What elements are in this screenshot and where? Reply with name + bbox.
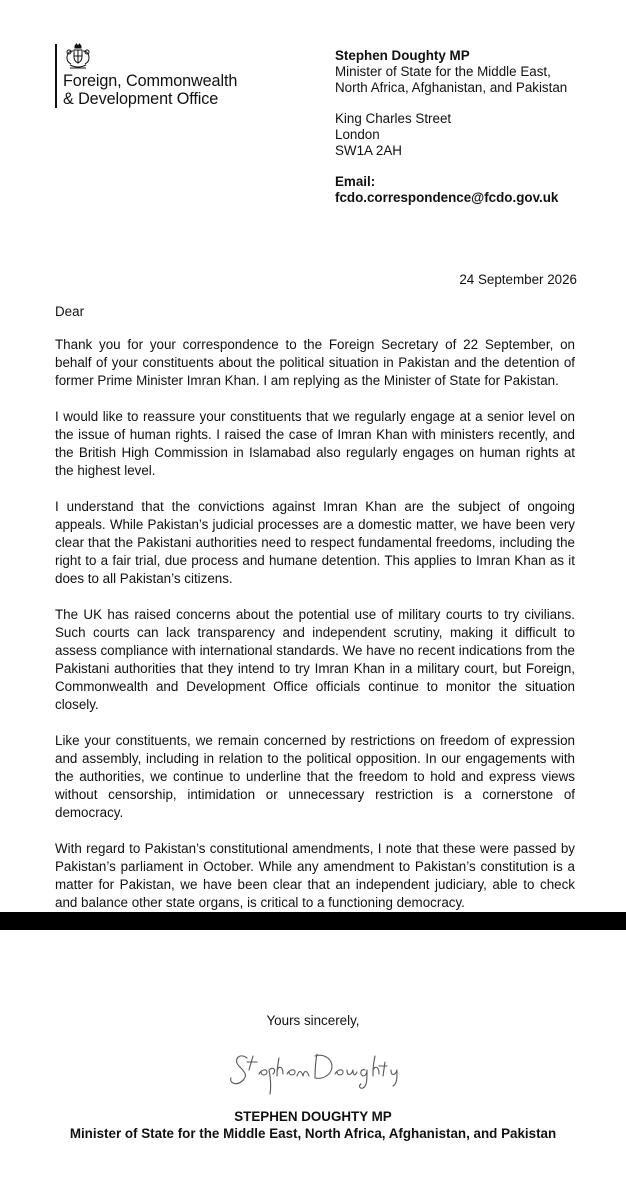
body-paragraph: With regard to Pakistan’s constitutional amendments, I note that these were passed by Pakistan’s parliament in October. While any amendment to Pakistan’s constitution is a matter for Pakistan, we have been clear that an independent judiciary, able to check and balance other state organs, is critical to a functioning democracy. xyxy=(55,841,575,910)
email-address: fcdo.correspondence@fcdo.gov.uk xyxy=(335,190,559,205)
org-name-line-2: & Development Office xyxy=(63,90,219,108)
page-divider-bar xyxy=(0,912,626,930)
org-name-line-1: Foreign, Commonwealth xyxy=(63,72,238,90)
sender-title-line-1: Minister of State for the Middle East, xyxy=(335,64,551,79)
address-line-3: SW1A 2AH xyxy=(335,143,402,158)
body-paragraph: Thank you for your correspondence to the Foreign Secretary of 22 September, on behalf of your constituents about the political situation in Pakistan and the detention of former Prime Minister Imran Khan. I am replying as the Minister of State for Pakistan. xyxy=(55,337,575,388)
handwritten-signature xyxy=(225,1040,405,1100)
sender-name: Stephen Doughty MP xyxy=(335,48,470,63)
body-paragraph: I would like to reassure your constituents that we regularly engage at a senior level on the issue of human rights. I raised the case of Imran Khan with ministers recently, and the British High Commission in Islamabad also regularly engages on human rights at the highest level. xyxy=(55,409,575,478)
signatory-name: STEPHEN DOUGHTY MP xyxy=(234,1109,392,1124)
email-label: Email: xyxy=(335,174,376,189)
body-paragraph: I understand that the convictions against Imran Khan are the subject of ongoing appeals. While Pakistan’s judicial processes are a domestic matter, we have been very clear that the Pakistani authorities need to respect fundamental freedoms, including the right to a fair trial, due process and humane detention. This applies to Imran Khan as it does to all Pakistan’s citizens. xyxy=(55,499,575,586)
letterhead-rule xyxy=(55,44,57,108)
body-paragraph: Like your constituents, we remain concerned by restrictions on freedom of expression and assembly, including in relation to the political opposition. In our engagements with the authorities, we continue to underline that the freedom to hold and express views without censorship, intimidation or unnecessary restriction is a cornerstone of democracy. xyxy=(55,733,575,820)
body-paragraph: The UK has raised concerns about the potential use of military courts to try civilians. Such courts can lack transparency and independent scrutiny, making it difficult to assess compliance with international standards. We have no recent indications from the Pakistani authorities that they intend to try Imran Khan in a military court, but Foreign, Commonwealth and Development Office officials continue to monitor the situation closely. xyxy=(55,607,575,712)
sender-title-line-2: North Africa, Afghanistan, and Pakistan xyxy=(335,80,568,95)
letter-body xyxy=(55,336,575,930)
signatory-title: Minister of State for the Middle East, North Africa, Afghanistan, and Pakistan xyxy=(69,1126,557,1141)
letter-date: 24 September 2026 xyxy=(459,272,577,287)
salutation: Dear xyxy=(55,304,85,319)
royal-crest-icon xyxy=(63,42,93,72)
address-line-2: London xyxy=(335,127,380,142)
sender-block xyxy=(335,48,605,206)
address-line-1: King Charles Street xyxy=(335,111,452,126)
valediction: Yours sincerely, xyxy=(266,1013,360,1028)
